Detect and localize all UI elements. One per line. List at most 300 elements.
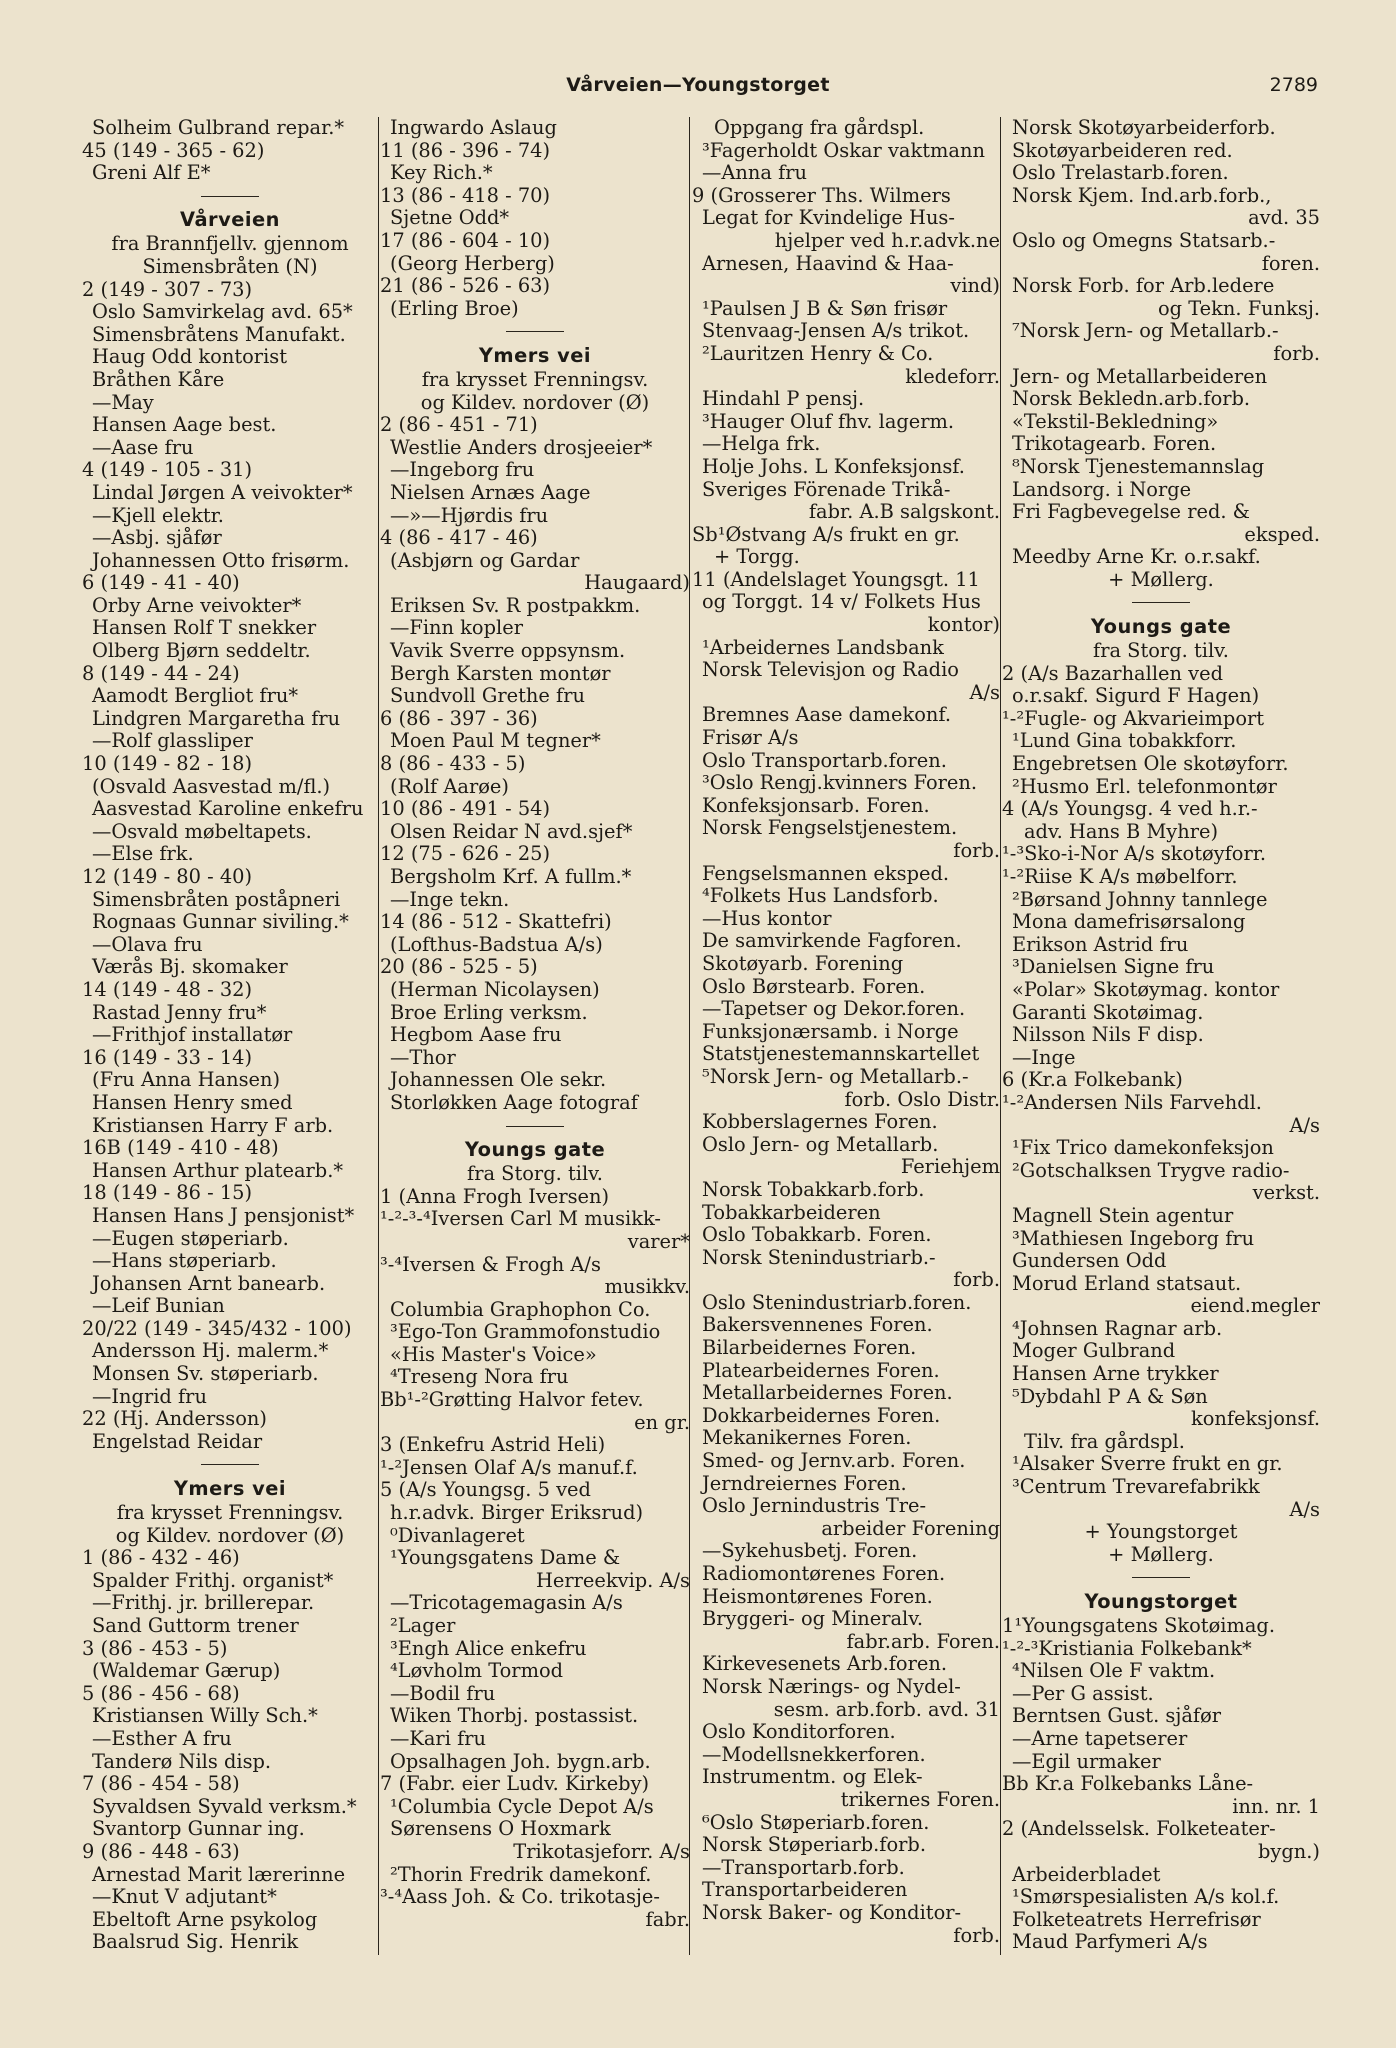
directory-entry: —Sykehusbetj. Foren. bbox=[702, 1540, 918, 1563]
directory-entry: eiend.megler bbox=[1190, 1295, 1320, 1318]
directory-entry: Ingwardo Aslaug bbox=[390, 117, 557, 139]
directory-entry: Stenvaag-Jensen A/s trikot. bbox=[702, 320, 970, 343]
directory-entry: + Møllerg. bbox=[1108, 1543, 1214, 1566]
directory-entry: ¹-²Andersen Nils Farvehdl. bbox=[1002, 1091, 1262, 1114]
directory-entry: —Egil urmaker bbox=[1012, 1750, 1161, 1773]
directory-entry: Kirkevesenets Arb.foren. bbox=[702, 1653, 948, 1676]
directory-entry: Opsalhagen Joh. bygn.arb. bbox=[390, 1750, 651, 1773]
directory-entry: ⁴Løvholm Tormod bbox=[390, 1660, 564, 1683]
directory-entry: Norsk Forb. for Arb.ledere bbox=[1012, 275, 1275, 298]
directory-entry: Bremnes Aase damekonf. bbox=[702, 704, 952, 727]
directory-entry: 4 (149 - 105 - 31) bbox=[82, 459, 253, 482]
page-number: 2789 bbox=[1269, 74, 1318, 96]
directory-entry: Mekanikernes Foren. bbox=[702, 1427, 912, 1450]
section-divider bbox=[82, 185, 378, 208]
directory-entry: adv. Hans B Myhre) bbox=[1024, 820, 1219, 843]
directory-entry: forb. bbox=[953, 1269, 1000, 1292]
directory-entry: 21 (86 - 526 - 63) bbox=[380, 275, 551, 298]
directory-entry: 3 (86 - 453 - 5) bbox=[82, 1637, 228, 1660]
directory-entry: Bilarbeidernes Foren. bbox=[702, 1337, 917, 1360]
directory-entry: ³-⁴Aass Joh. & Co. trikotasje- bbox=[380, 1886, 660, 1909]
directory-entry: Skotøyarbeideren red. bbox=[1012, 139, 1233, 162]
directory-entry: 9 (86 - 448 - 63) bbox=[82, 1840, 240, 1863]
directory-entry: ¹-²-³Kristiania Folkebank* bbox=[1002, 1637, 1252, 1660]
directory-entry: Tilv. fra gårdspl. bbox=[1024, 1430, 1185, 1453]
directory-entry: Hegbom Aase fru bbox=[390, 1024, 562, 1047]
column-4 bbox=[1002, 117, 1320, 1955]
directory-entry: Nilsson Nils F disp. bbox=[1012, 1024, 1204, 1047]
directory-entry: 2 (86 - 451 - 71) bbox=[380, 414, 538, 437]
directory-entry: Columbia Graphophon Co. bbox=[390, 1298, 651, 1321]
directory-entry: Baalsrud Sig. Henrik bbox=[92, 1931, 299, 1954]
directory-entry: ¹-²Jensen Olaf A/s manuf.f. bbox=[380, 1456, 638, 1479]
directory-entry: Oslo Samvirkelag avd. 65* bbox=[92, 301, 353, 324]
directory-entry: kledeforr. bbox=[905, 365, 1000, 388]
directory-entry: bygn.) bbox=[1258, 1840, 1320, 1863]
column-rule bbox=[1000, 117, 1001, 1955]
directory-entry: ³-⁴Iversen & Frogh A/s bbox=[380, 1253, 601, 1276]
directory-entry: Simensbråten poståpneri bbox=[92, 888, 341, 911]
directory-entry: Hansen Hans J pensjonist* bbox=[92, 1204, 355, 1227]
directory-entry: Oslo Stenindustriarb.foren. bbox=[702, 1291, 972, 1314]
directory-entry: Norsk Bekledn.arb.forb. bbox=[1012, 388, 1251, 411]
directory-entry: 8 (149 - 44 - 24) bbox=[82, 662, 240, 685]
directory-entry: Sørensens O Hoxmark bbox=[390, 1818, 611, 1841]
section-divider bbox=[82, 1453, 378, 1476]
directory-entry: ⁸Norsk Tjenestemannslag bbox=[1012, 455, 1265, 478]
directory-entry: —Thor bbox=[390, 1046, 456, 1069]
directory-entry: ⁵Dybdahl P A & Søn bbox=[1012, 1385, 1208, 1408]
directory-entry: Hansen Arne trykker bbox=[1012, 1363, 1219, 1386]
directory-entry: arbeider Forening bbox=[821, 1517, 1000, 1540]
directory-entry: (Erling Broe) bbox=[390, 297, 519, 320]
directory-entry: —Kari fru bbox=[390, 1727, 487, 1750]
directory-entry: Erikson Astrid fru bbox=[1012, 933, 1189, 956]
directory-entry: 1 (Anna Frogh Iversen) bbox=[380, 1185, 610, 1208]
directory-entry: Norsk Støperiarb.forb. bbox=[702, 1834, 926, 1857]
column-1 bbox=[82, 117, 378, 1955]
directory-entry: 3 (Enkefru Astrid Heli) bbox=[380, 1434, 606, 1457]
directory-entry: Norsk Kjem. Ind.arb.forb., bbox=[1012, 184, 1272, 207]
directory-entry: —Inge bbox=[1012, 1046, 1076, 1069]
directory-entry: ¹Columbia Cycle Depot A/s bbox=[390, 1795, 654, 1818]
directory-entry: Solheim Gulbrand repar.* bbox=[92, 117, 345, 139]
directory-entry: musikkv. bbox=[604, 1276, 690, 1299]
column-3 bbox=[692, 117, 1000, 1955]
directory-entry: Skotøyarb. Forening bbox=[702, 952, 904, 975]
directory-entry: trikernes Foren. bbox=[840, 1788, 1000, 1811]
directory-entry: + Torgg. bbox=[714, 546, 800, 569]
directory-entry: ⁴Nilsen Ole F vaktm. bbox=[1012, 1660, 1216, 1683]
directory-entry: 10 (86 - 491 - 54) bbox=[380, 798, 551, 821]
directory-entry: Oslo Jern- og Metallarb. bbox=[702, 1133, 939, 1156]
directory-entry: 5 (86 - 456 - 68) bbox=[82, 1682, 240, 1705]
column-rule bbox=[378, 117, 379, 1955]
directory-entry: ¹-³Sko-i-Nor A/s skotøyforr. bbox=[1002, 843, 1267, 866]
directory-entry: —Asbj. sjåfør bbox=[92, 527, 222, 550]
directory-entry: —Finn kopler bbox=[390, 617, 523, 640]
directory-entry: —Aase fru bbox=[92, 436, 194, 459]
directory-entry: —Helga frk. bbox=[702, 433, 821, 456]
directory-entry: —Olava fru bbox=[92, 933, 203, 956]
directory-entry: —Else frk. bbox=[92, 843, 194, 866]
directory-entry: Syvaldsen Syvald verksm.* bbox=[92, 1795, 357, 1818]
directory-entry: —Anna fru bbox=[702, 162, 808, 185]
section-divider bbox=[380, 320, 690, 343]
directory-entry: —Transportarb.forb. bbox=[702, 1856, 905, 1879]
directory-entry: 20 (86 - 525 - 5) bbox=[380, 956, 538, 979]
section-divider bbox=[1002, 1566, 1320, 1589]
directory-entry: Haugaard) bbox=[584, 572, 690, 595]
directory-entry: Platearbeidernes Foren. bbox=[702, 1359, 940, 1382]
directory-entry: Hansen Arthur platearb.* bbox=[92, 1159, 344, 1182]
directory-entry: Oslo Konditorforen. bbox=[702, 1721, 896, 1744]
directory-entry: foren. bbox=[1261, 252, 1320, 275]
directory-entry: Olsen Reidar N avd.sjef* bbox=[390, 820, 633, 843]
directory-entry: Johansen Arnt banearb. bbox=[92, 1272, 326, 1295]
directory-entry: 2 (149 - 307 - 73) bbox=[82, 278, 253, 301]
directory-entry: Tobakkarbeideren bbox=[702, 1201, 881, 1224]
directory-entry: —Hus kontor bbox=[702, 907, 832, 930]
directory-entry: Oslo Trelastarb.foren. bbox=[1012, 162, 1229, 185]
directory-entry: (Rolf Aarøe) bbox=[390, 775, 509, 798]
directory-entry: Eriksen Sv. R postpakkm. bbox=[390, 594, 641, 617]
directory-entry: ²Husmo Erl. telefonmontør bbox=[1012, 775, 1277, 798]
directory-entry: vind) bbox=[950, 275, 1000, 298]
directory-entry: ⁵Norsk Jern- og Metallarb.- bbox=[702, 1065, 969, 1088]
directory-entry: ¹Fix Trico damekonfeksjon bbox=[1012, 1137, 1274, 1160]
directory-entry: Herreekvip. A/s bbox=[535, 1569, 690, 1592]
directory-entry: 16B (149 - 410 - 48) bbox=[82, 1137, 279, 1160]
section-divider bbox=[1002, 591, 1320, 614]
directory-entry: A/s bbox=[969, 681, 1000, 704]
directory-entry: Gundersen Odd bbox=[1012, 1250, 1167, 1273]
directory-entry: eksped. bbox=[1244, 523, 1320, 546]
directory-entry: 13 (86 - 418 - 70) bbox=[380, 184, 551, 207]
directory-entry: Ebeltoft Arne psykolog bbox=[92, 1908, 318, 1931]
directory-entry: Dokkarbeidernes Foren. bbox=[702, 1404, 941, 1427]
directory-entry: 6 (86 - 397 - 36) bbox=[380, 707, 538, 730]
directory-entry: Oslo Jernindustris Tre- bbox=[702, 1495, 927, 1518]
directory-entry: 2 (Andelsselsk. Folketeater- bbox=[1002, 1818, 1276, 1841]
directory-entry: Meedby Arne Kr. o.r.sakf. bbox=[1012, 546, 1261, 569]
directory-entry: Rognaas Gunnar siviling.* bbox=[92, 911, 349, 934]
directory-entry: —Inge tekn. bbox=[390, 888, 510, 911]
directory-entry: —Ingeborg fru bbox=[390, 459, 535, 482]
directory-entry: ³Hauger Oluf fhv. lagerm. bbox=[702, 410, 955, 433]
directory-entry: —Frithj. jr. brillerepar. bbox=[92, 1592, 315, 1615]
directory-entry: —Tricotagemagasin A/s bbox=[390, 1592, 623, 1615]
directory-entry: Kobberslagernes Foren. bbox=[702, 1111, 938, 1134]
directory-entry: sesm. arb.forb. avd. 31 bbox=[773, 1698, 1000, 1721]
directory-entry: Radiomontørenes Foren. bbox=[702, 1563, 946, 1585]
directory-entry: 18 (149 - 86 - 15) bbox=[82, 1182, 253, 1205]
directory-entry: fabr. A.B salgskont. bbox=[808, 501, 1000, 524]
directory-entry: Sundvoll Grethe fru bbox=[390, 685, 585, 708]
directory-entry: Hindahl P pensj. bbox=[702, 388, 865, 411]
directory-entry: «Polar» Skotøymag. kontor bbox=[1012, 978, 1280, 1001]
directory-entry: Kristiansen Willy Sch.* bbox=[92, 1705, 318, 1728]
directory-entry: Olberg Bjørn seddeltr. bbox=[92, 640, 311, 663]
directory-entry: 12 (75 - 626 - 25) bbox=[380, 843, 551, 866]
directory-entry: hjelper ved h.r.advk.ne bbox=[774, 229, 1000, 252]
directory-entry: ⁴Treseng Nora fru bbox=[390, 1366, 569, 1389]
directory-entry: Norsk Stenindustriarb.- bbox=[702, 1246, 936, 1269]
directory-entry: —Osvald møbeltapets. bbox=[92, 820, 312, 843]
directory-entry: Sjetne Odd* bbox=[390, 207, 510, 230]
directory-entry: Holje Johs. L Konfeksjonsf. bbox=[702, 455, 965, 478]
directory-entry: Bråthen Kåre bbox=[92, 368, 225, 391]
directory-entry: ¹Smørspesialisten A/s kol.f. bbox=[1012, 1886, 1280, 1909]
directory-entry: og Kildev. nordover (Ø) bbox=[115, 1524, 345, 1547]
directory-entry: (Herman Nicolaysen) bbox=[390, 978, 600, 1001]
directory-entry: ³Ego-Ton Grammofonstudio bbox=[390, 1321, 661, 1344]
directory-entry: Jern- og Metallarbeideren bbox=[1012, 365, 1268, 388]
directory-entry: + Youngstorget bbox=[1084, 1521, 1238, 1544]
directory-entry: —Hans støperiarb. bbox=[92, 1250, 277, 1273]
directory-entry: Berntsen Gust. sjåfør bbox=[1012, 1705, 1222, 1728]
directory-entry: 12 (149 - 80 - 40) bbox=[82, 866, 253, 888]
directory-entry: A/s bbox=[1289, 1114, 1320, 1137]
directory-entry: Haug Odd kontorist bbox=[92, 346, 288, 369]
directory-entry: ³Fagerholdt Oskar vaktmann bbox=[702, 139, 985, 162]
directory-entry: forb. Oslo Distr. bbox=[844, 1088, 1000, 1111]
directory-entry: fra krysset Frenningsv. bbox=[116, 1502, 344, 1525]
directory-entry: ³Mathiesen Ingeborg fru bbox=[1012, 1227, 1255, 1250]
directory-entry: Arnesen, Haavind & Haa- bbox=[702, 252, 954, 275]
directory-entry: Kristiansen Harry F arb. bbox=[92, 1114, 334, 1137]
directory-entry: ³Danielsen Signe fru bbox=[1012, 956, 1215, 979]
directory-entry: ²Børsand Johnny tannlege bbox=[1012, 888, 1268, 911]
directory-entry: Aamodt Bergliot fru* bbox=[92, 685, 299, 708]
directory-entry: fabr. bbox=[645, 1908, 690, 1931]
directory-entry: «His Master's Voice» bbox=[390, 1343, 597, 1366]
directory-entry: Storløkken Aage fotograf bbox=[390, 1091, 638, 1114]
directory-entry: Legat for Kvindelige Hus- bbox=[702, 207, 955, 230]
directory-entry: 4 (A/s Youngsg. 4 ved h.r.- bbox=[1002, 798, 1258, 821]
directory-entry: ¹-²Fugle- og Akvarieimport bbox=[1002, 707, 1265, 730]
directory-entry: —Ingrid fru bbox=[92, 1385, 207, 1408]
directory-entry: Arnestad Marit lærerinne bbox=[92, 1863, 346, 1886]
directory-entry: Oslo Tobakkarb. Foren. bbox=[702, 1224, 932, 1247]
directory-entry: Svantorp Gunnar ing. bbox=[92, 1818, 305, 1841]
directory-entry: Hansen Aage best. bbox=[92, 414, 277, 437]
directory-entry: Sb¹Østvang A/s frukt en gr. bbox=[692, 523, 960, 546]
directory-entry: ⁰Divanlageret bbox=[390, 1524, 525, 1547]
directory-entry: (Lofthus-Badstua A/s) bbox=[390, 933, 603, 956]
directory-entry: ²Lager bbox=[390, 1615, 456, 1637]
directory-entry: —Kjell elektr. bbox=[92, 504, 224, 527]
directory-entry: konfeksjonsf. bbox=[1190, 1408, 1320, 1431]
directory-entry: 14 (149 - 48 - 32) bbox=[82, 978, 253, 1001]
directory-entry: Arbeiderbladet bbox=[1012, 1863, 1161, 1886]
directory-entry: Maud Parfymeri A/s bbox=[1012, 1931, 1208, 1954]
directory-entry: og Torggt. 14 v/ Folkets Hus bbox=[702, 591, 981, 614]
directory-entry: ³Oslo Rengj.kvinners Foren. bbox=[702, 772, 978, 795]
directory-entry: —Arne tapetserer bbox=[1012, 1727, 1188, 1750]
directory-entry: Bb Kr.a Folkebanks Låne- bbox=[1002, 1773, 1254, 1796]
column-2 bbox=[380, 117, 690, 1955]
directory-entry: Heismontørenes Foren. bbox=[702, 1585, 933, 1608]
directory-entry: 6 (Kr.a Folkebank) bbox=[1002, 1069, 1183, 1092]
street-heading: Youngstorget bbox=[1084, 1590, 1238, 1613]
directory-entry: Vavik Sverre oppsynsm. bbox=[390, 640, 626, 663]
directory-entry: ¹Youngsgatens Dame & bbox=[390, 1547, 621, 1570]
directory-entry: Engelstad Reidar bbox=[92, 1430, 263, 1453]
directory-entry: ⁴Johnsen Ragnar arb. bbox=[1012, 1317, 1223, 1340]
directory-entry: Bergh Karsten montør bbox=[390, 662, 611, 685]
directory-entry: Konfeksjonsarb. Foren. bbox=[702, 794, 930, 817]
directory-entry: forb. bbox=[1273, 342, 1320, 365]
directory-entry: Simensbråten (N) bbox=[142, 255, 318, 278]
directory-entry: kontor) bbox=[927, 614, 1000, 637]
directory-entry: ²Lauritzen Henry & Co. bbox=[702, 342, 934, 365]
directory-entry: 11 (Andelslaget Youngsgt. 11 bbox=[692, 568, 980, 591]
directory-entry: Frisør A/s bbox=[702, 727, 799, 750]
directory-entry: —Frithjof installatør bbox=[92, 1024, 293, 1047]
directory-entry: ¹-²-³-⁴Iversen Carl M musikk- bbox=[380, 1208, 661, 1231]
directory-entry: fra krysset Frenningsv. bbox=[421, 368, 649, 391]
directory-entry: —Bodil fru bbox=[390, 1682, 496, 1705]
directory-entry: —Rolf glassliper bbox=[92, 730, 253, 753]
directory-entry: Norsk Nærings- og Nydel- bbox=[702, 1675, 961, 1698]
directory-entry: ¹Lund Gina tobakkforr. bbox=[1012, 730, 1237, 753]
directory-entry: 1 (86 - 432 - 46) bbox=[82, 1547, 240, 1570]
directory-entry: Orby Arne veivokter* bbox=[92, 594, 302, 617]
directory-entry: Hansen Henry smed bbox=[92, 1091, 293, 1114]
directory-entry: (Waldemar Gærup) bbox=[92, 1660, 281, 1683]
directory-entry: Johannessen Otto frisørm. bbox=[92, 549, 350, 572]
directory-entry: Mona damefrisørsalong bbox=[1012, 911, 1246, 934]
directory-entry: Norsk Televisjon og Radio bbox=[702, 659, 959, 682]
directory-entry: Morud Erland statsaut. bbox=[1012, 1272, 1242, 1295]
directory-entry: —Leif Bunian bbox=[92, 1295, 225, 1318]
directory-entry: Greni Alf E* bbox=[92, 162, 211, 185]
directory-entry: ⁶Oslo Støperiarb.foren. bbox=[702, 1811, 930, 1834]
directory-entry: Smed- og Jernv.arb. Foren. bbox=[702, 1450, 966, 1473]
directory-entry: Transportarbeideren bbox=[702, 1879, 908, 1902]
directory-entry: 7 (Fabr. eier Ludv. Kirkeby) bbox=[380, 1773, 650, 1796]
directory-entry: —Esther A fru bbox=[92, 1727, 232, 1750]
directory-entry: Jerndreiernes Foren. bbox=[702, 1472, 907, 1495]
directory-entry: Trikotasjeforr. A/s bbox=[513, 1840, 690, 1863]
running-head: Vårveien—Youngstorget bbox=[566, 74, 830, 96]
directory-entry: ⁷Norsk Jern- og Metallarb.- bbox=[1012, 320, 1279, 343]
directory-entry: Tanderø Nils disp. bbox=[92, 1750, 272, 1773]
directory-entry: —»—Hjørdis fru bbox=[390, 504, 549, 527]
directory-entry: Oslo Transportarb.foren. bbox=[702, 749, 947, 772]
directory-entry: ¹Alsaker Sverre frukt en gr. bbox=[1012, 1453, 1283, 1476]
directory-entry: forb. bbox=[953, 1924, 1000, 1947]
directory-entry: 20/22 (149 - 345/432 - 100) bbox=[82, 1317, 352, 1340]
directory-entry: ¹-²Riise K A/s møbelforr. bbox=[1002, 866, 1238, 888]
directory-entry: Westlie Anders drosjeeier* bbox=[390, 436, 653, 459]
directory-entry: 14 (86 - 512 - Skattefri) bbox=[380, 911, 612, 934]
directory-entry: Oslo og Omegns Statsarb.- bbox=[1012, 229, 1276, 252]
directory-entry: De samvirkende Fagforen. bbox=[702, 930, 962, 953]
directory-entry: Trikotagearb. Foren. bbox=[1012, 433, 1217, 456]
directory-entry: Metallarbeidernes Foren. bbox=[702, 1382, 953, 1405]
directory-entry: fra Storg. tilv. bbox=[1093, 640, 1229, 663]
directory-entry: ²Gotschalksen Trygve radio- bbox=[1012, 1159, 1290, 1182]
directory-entry: avd. 35 bbox=[1248, 207, 1320, 230]
directory-entry: ⁴Folkets Hus Landsforb. bbox=[702, 885, 939, 908]
directory-entry: inn. nr. 1 bbox=[1232, 1795, 1320, 1818]
directory-entry: (Fru Anna Hansen) bbox=[92, 1069, 281, 1092]
directory-entry: Moen Paul M tegner* bbox=[390, 730, 601, 753]
directory-entry: 4 (86 - 417 - 46) bbox=[380, 527, 538, 550]
directory-entry: o.r.sakf. Sigurd F Hagen) bbox=[1012, 685, 1260, 708]
section-divider bbox=[380, 1115, 690, 1138]
directory-entry: —Knut V adjutant* bbox=[92, 1886, 277, 1909]
directory-entry: Key Rich.* bbox=[390, 162, 493, 185]
directory-entry: Feriehjem bbox=[900, 1156, 1000, 1179]
directory-entry: 11 (86 - 396 - 74) bbox=[380, 139, 551, 162]
directory-entry: Aasvestad Karoline enkefru bbox=[92, 798, 364, 821]
directory-entry: 16 (149 - 33 - 14) bbox=[82, 1046, 253, 1069]
directory-entry: ³Engh Alice enkefru bbox=[390, 1637, 587, 1660]
directory-entry: Broe Erling verksm. bbox=[390, 1001, 588, 1024]
directory-entry: «Tekstil-Bekledning» bbox=[1012, 410, 1219, 433]
directory-entry: Værås Bj. skomaker bbox=[92, 956, 288, 979]
directory-entry: Oslo Børstearb. Foren. bbox=[702, 975, 926, 998]
directory-entry: —Tapetser og Dekor.foren. bbox=[702, 998, 966, 1021]
directory-entry: og Kildev. nordover (Ø) bbox=[420, 391, 650, 414]
directory-entry: (Osvald Aasvestad m/fl.) bbox=[92, 775, 331, 798]
directory-entry: A/s bbox=[1289, 1498, 1320, 1521]
directory-entry: ²Thorin Fredrik damekonf. bbox=[390, 1863, 652, 1886]
directory-entry: (Georg Herberg) bbox=[390, 252, 555, 275]
directory-entry: Johannessen Ole sekr. bbox=[390, 1069, 607, 1092]
directory-entry: 7 (86 - 454 - 58) bbox=[82, 1773, 240, 1796]
directory-entry: —May bbox=[92, 391, 154, 414]
directory-entry: —Modellsnekkerforen. bbox=[702, 1743, 926, 1766]
directory-entry: Statstjenestemannskartellet bbox=[702, 1043, 980, 1066]
directory-entry: fra Storg. tilv. bbox=[467, 1163, 603, 1186]
directory-entry: Lindgren Margaretha fru bbox=[92, 707, 341, 730]
directory-entry: ³Centrum Trevarefabrikk bbox=[1012, 1476, 1260, 1499]
directory-entry: Magnell Stein agentur bbox=[1012, 1204, 1234, 1227]
directory-entry: en gr. bbox=[634, 1411, 690, 1434]
directory-entry: 5 (A/s Youngsg. 5 ved bbox=[380, 1479, 591, 1502]
directory-entry: Fengselsmannen eksped. bbox=[702, 862, 950, 885]
directory-entry: 8 (86 - 433 - 5) bbox=[380, 753, 526, 776]
directory-entry: Folketeatrets Herrefrisør bbox=[1012, 1908, 1261, 1931]
directory-entry: (Asbjørn og Gardar bbox=[390, 549, 580, 572]
directory-entry: Rastad Jenny fru* bbox=[92, 1001, 267, 1024]
directory-entry: Lindal Jørgen A veivokter* bbox=[92, 481, 353, 504]
directory-entry: Bakersvennenes Foren. bbox=[702, 1314, 933, 1337]
directory-entry: varer* bbox=[627, 1230, 690, 1253]
directory-entry: 10 (149 - 82 - 18) bbox=[82, 753, 253, 776]
directory-entry: Fri Fagbevegelse red. & bbox=[1012, 501, 1250, 524]
directory-entry: Norsk Baker- og Konditor- bbox=[702, 1901, 962, 1924]
directory-entry: 45 (149 - 365 - 62) bbox=[82, 139, 265, 162]
directory-entry: Norsk Tobakkarb.forb. bbox=[702, 1178, 925, 1201]
directory-entry: Spalder Frithj. organist* bbox=[92, 1569, 334, 1592]
directory-entry: Nielsen Arnæs Aage bbox=[390, 481, 591, 504]
directory-entry: Sand Guttorm trener bbox=[92, 1615, 299, 1637]
directory-entry: 2 (A/s Bazarhallen ved bbox=[1002, 662, 1223, 685]
directory-entry: Wiken Thorbj. postassist. bbox=[390, 1705, 639, 1728]
directory-entry: Monsen Sv. støperiarb. bbox=[92, 1363, 319, 1386]
street-heading: Ymers vei bbox=[478, 343, 592, 367]
directory-entry: verkst. bbox=[1252, 1182, 1320, 1205]
directory-entry: Norsk Skotøyarbeiderforb. bbox=[1012, 117, 1276, 139]
directory-entry: 9 (Grosserer Ths. Wilmers bbox=[692, 184, 951, 207]
directory-entry: Oppgang fra gårdspl. bbox=[714, 117, 925, 139]
street-heading: Youngs gate bbox=[1090, 615, 1232, 639]
